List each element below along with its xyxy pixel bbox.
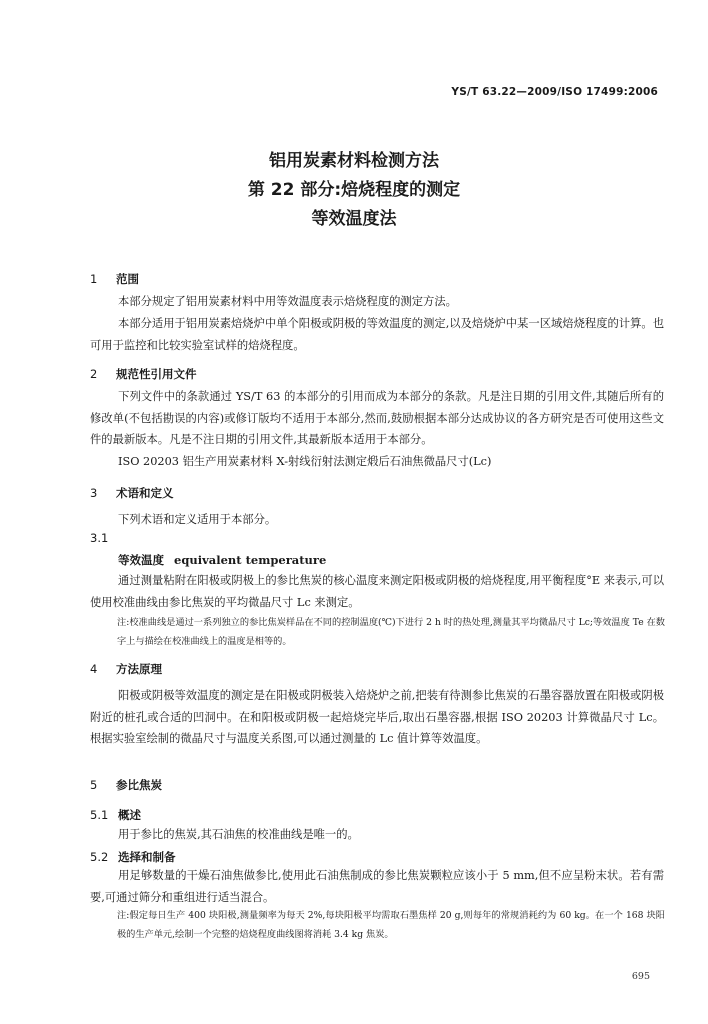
- section-title: 概述: [118, 808, 141, 822]
- section-title: 术语和定义: [116, 486, 174, 500]
- term-definition: [90, 570, 664, 613]
- section-number: 2: [90, 367, 98, 381]
- section-3-note: 注:校准曲线是通过一系列独立的参比焦炭样品在不同的控制温度(℃)下进行 2 h 时的热处理,测量其平均微晶尺寸 Lc;等效温度 Te 在数字上与描绘在校准曲线上的温度是相等的。: [117, 617, 665, 647]
- paragraph-text: 用于参比的焦炭,其石油焦的校准曲线是唯一的。: [118, 828, 359, 841]
- section-number: 3: [90, 486, 98, 500]
- subsection-5-1-heading: [90, 807, 141, 823]
- section-1-heading: [90, 271, 139, 287]
- term-heading: [118, 552, 326, 568]
- subsection-5-2-paragraph: [90, 865, 664, 908]
- term-chinese: 等效温度: [118, 553, 164, 567]
- paragraph-text: 本部分适用于铝用炭素焙烧炉中单个阳极或阴极的等效温度的测定,以及焙烧炉中某一区域焙烧程度的计算。也可用于监控和比较实验室试样的焙烧程度。: [90, 317, 664, 352]
- normative-reference: [90, 451, 664, 473]
- section-4-heading: [90, 661, 162, 677]
- section-title: 方法原理: [116, 662, 162, 676]
- section-title: 范围: [116, 272, 139, 286]
- section-1-paragraph-2: [90, 313, 664, 356]
- term-english: equivalent temperature: [174, 553, 327, 567]
- section-1-paragraph-1: [90, 291, 664, 313]
- paragraph-text: 本部分规定了铝用炭素材料中用等效温度表示焙烧程度的测定方法。: [118, 295, 457, 308]
- section-number: 5.2: [90, 850, 109, 864]
- section-title: 参比焦炭: [116, 778, 162, 792]
- subsection-5-2-heading: [90, 849, 176, 865]
- title-line-3: 等效温度法: [311, 209, 397, 229]
- section-number: 5: [90, 778, 98, 792]
- section-3-paragraph-1: [90, 509, 664, 531]
- paragraph-text: 下列术语和定义适用于本部分。: [118, 513, 277, 526]
- title-line-2: 第 22 部分:焙烧程度的测定: [247, 180, 461, 200]
- subsection-5-1-paragraph: [90, 824, 664, 846]
- standard-code: YS/T 63.22—2009/ISO 17499:2006: [451, 86, 658, 98]
- document-title: [0, 147, 708, 234]
- paragraph-text: 阳极或阴极等效温度的测定是在阳极或阴极装入焙烧炉之前,把装有待测参比焦炭的石墨容器放置在阳极或阴极附近的桩孔或合适的凹洞中。在和阳极或阴极一起焙烧完毕后,取出石墨容器,根据 ISO 20203 计算微晶尺寸 Lc。根据实验室绘制的微晶尺寸与温度关系图,可以通过测量的 Lc 值计算等效温度。: [90, 689, 664, 745]
- section-5-heading: [90, 777, 162, 793]
- page-number: 695: [631, 971, 650, 982]
- section-3-heading: [90, 485, 174, 501]
- section-number: 4: [90, 662, 98, 676]
- paragraph-text: 用足够数量的干燥石油焦做参比,使用此石油焦制成的参比焦炭颗粒应该小于 5 mm,但不应呈粉末状。若有需要,可通过筛分和重组进行适当混合。: [90, 869, 664, 904]
- section-number: 1: [90, 272, 98, 286]
- section-title: 选择和制备: [118, 850, 176, 864]
- section-number: 5.1: [90, 808, 109, 822]
- subsection-3-1-number: 3.1: [90, 531, 109, 545]
- section-5-2-note: 注:假定每日生产 400 块阳极,测量频率为每天 2%,每块阳极平均需取石墨焦样 20 g,则每年的常规消耗约为 60 kg。在一个 168 块阳极的生产单元,绘制一个完整的焙烧程度曲线图将消耗 3.4 kg 焦炭。: [117, 910, 665, 940]
- title-line-1: 铝用炭素材料检测方法: [269, 151, 439, 171]
- section-title: 规范性引用文件: [116, 367, 197, 381]
- section-2-paragraph-1: [90, 386, 664, 451]
- paragraph-text: 通过测量粘附在阳极或阴极上的参比焦炭的核心温度来测定阳极或阴极的焙烧程度,用平衡程度°E 来表示,可以使用校准曲线由参比焦炭的平均微晶尺寸 Lc 来测定。: [90, 574, 664, 609]
- paragraph-text: 下列文件中的条款通过 YS/T 63 的本部分的引用而成为本部分的条款。凡是注日期的引用文件,其随后所有的修改单(不包括勘误的内容)或修订版均不适用于本部分,然而,鼓励根据本部分达成协议的各方研究是否可使用这些文件的最新版本。凡是不注日期的引用文件,其最新版本适用于本部分。: [90, 390, 664, 446]
- reference-text: ISO 20203 铝生产用炭素材料 X-射线衍射法测定煅后石油焦微晶尺寸(Lc): [118, 455, 492, 468]
- section-2-heading: [90, 366, 197, 382]
- section-4-paragraph-1: [90, 685, 664, 750]
